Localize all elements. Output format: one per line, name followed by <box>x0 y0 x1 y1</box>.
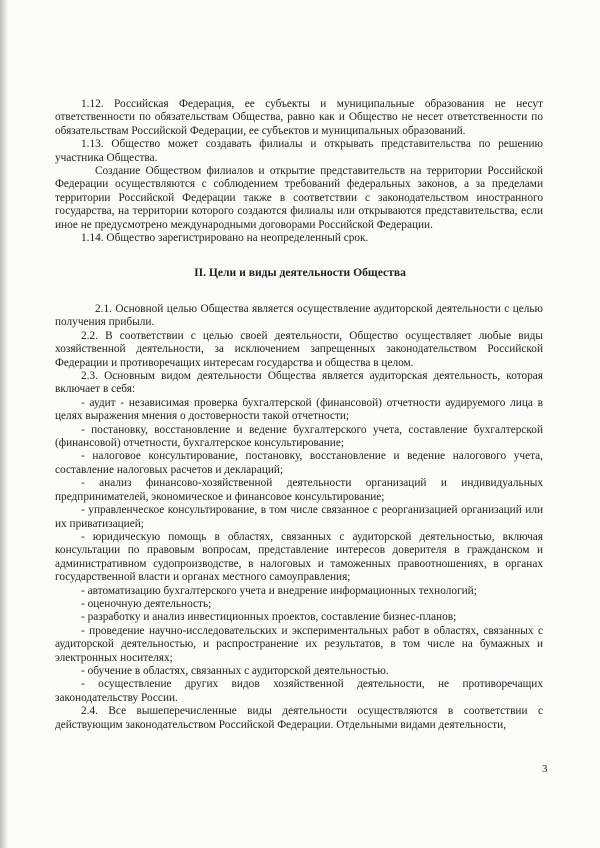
paragraph: 2.3. Основным видом деятельности Общества является аудиторская деятельность, которая включает в себя: <box>55 370 543 396</box>
section-1-body <box>55 98 543 245</box>
paragraph: 1.13. Общество может создавать филиалы и открывать представительства по решению участника Общества. <box>55 138 543 164</box>
paragraph: 2.1. Основной целью Общества является осуществление аудиторской деятельности с целью получения прибыли. <box>55 303 543 329</box>
paragraph: - постановку, восстановление и ведение бухгалтерского учета, составление бухгалтерской (финансовой) отчетности, бухгалтерское консультирование; <box>55 423 543 450</box>
paragraph: - разработку и анализ инвестиционных проектов, составление бизнес-планов; <box>81 611 457 624</box>
paragraph: - налоговое консультирование, постановку, восстановление и ведение налогового учета, составление налоговых расчетов и деклараций; <box>55 450 543 476</box>
paragraph: - проведение научно-исследовательских и экспериментальных работ в областях, связанных с аудиторской деятельностью, и распространение их результатов, в том числе на бумажных и электронных носителях; <box>55 624 543 664</box>
scan-edge-shadow <box>0 0 8 848</box>
paragraph: 1.14. Общество зарегистрировано на неопределенный срок. <box>81 232 369 245</box>
section-2-body <box>55 303 543 732</box>
paragraph: - обучение в областях, связанных с аудиторской деятельностью. <box>81 664 389 677</box>
paragraph: Создание Обществом филиалов и открытие представительств на территории Российской Федерации осуществляются с соблюдением требований федеральных законов, а за пределами территории Российской Федерации также в соответствии с законодательством иностранного государства, на территории которого создаются филиалы или открываются представительства, если иное не предусмотрено международными договорами Российской Федерации. <box>55 165 543 231</box>
paragraph: - осуществление других видов хозяйственной деятельности, не противоречащих законодательству России. <box>55 678 543 704</box>
paragraph: 2.4. Все вышеперечисленные виды деятельности осуществляются в соответствии с действующим законодательством Российской Федерации. Отдельными видами деятельности, <box>55 705 543 731</box>
section-2-heading: II. Цели и виды деятельности Общества <box>194 266 406 279</box>
paragraph: 1.12. Российская Федерация, ее субъекты и муниципальные образования не несут ответственности по обязательствам Общества, равно как и Общество не несет ответственности по обязательствам Российской Федерации, ее субъектов и муниципальных образований. <box>55 98 543 137</box>
paragraph: - анализ финансово-хозяйственной деятельности организаций и индивидуальных предпринимателей, экономическое и финансовое консультирование; <box>55 477 543 503</box>
paragraph: - управленческое консультирование, в том числе связанное с реорганизацией организаций или их приватизацией; <box>55 504 543 530</box>
paragraph: - автоматизацию бухгалтерского учета и внедрение информационных технологий; <box>81 584 477 597</box>
paragraph: 2.2. В соответствии с целью своей деятельности, Общество осуществляет любые виды хозяйственной деятельности, за исключением запрещенных законодательством Российской Федерации и противоречащих интересам государства и общества в целом. <box>55 329 543 369</box>
page-number: 3 <box>542 763 548 775</box>
paragraph: - оценочную деятельность; <box>81 597 212 610</box>
paragraph: - аудит - независимая проверка бухгалтерской (финансовой) отчетности аудируемого лица в целях выражения мнения о достоверности такой отчетности; <box>55 396 543 423</box>
paragraph: - юридическую помощь в областях, связанных с аудиторской деятельностью, включая консультации по правовым вопросам, представление интересов доверителя в гражданском и административном судопроизводстве, в налоговых и таможенных правоотношениях, в органах государственной власти и органах местного самоуправления; <box>55 530 543 584</box>
